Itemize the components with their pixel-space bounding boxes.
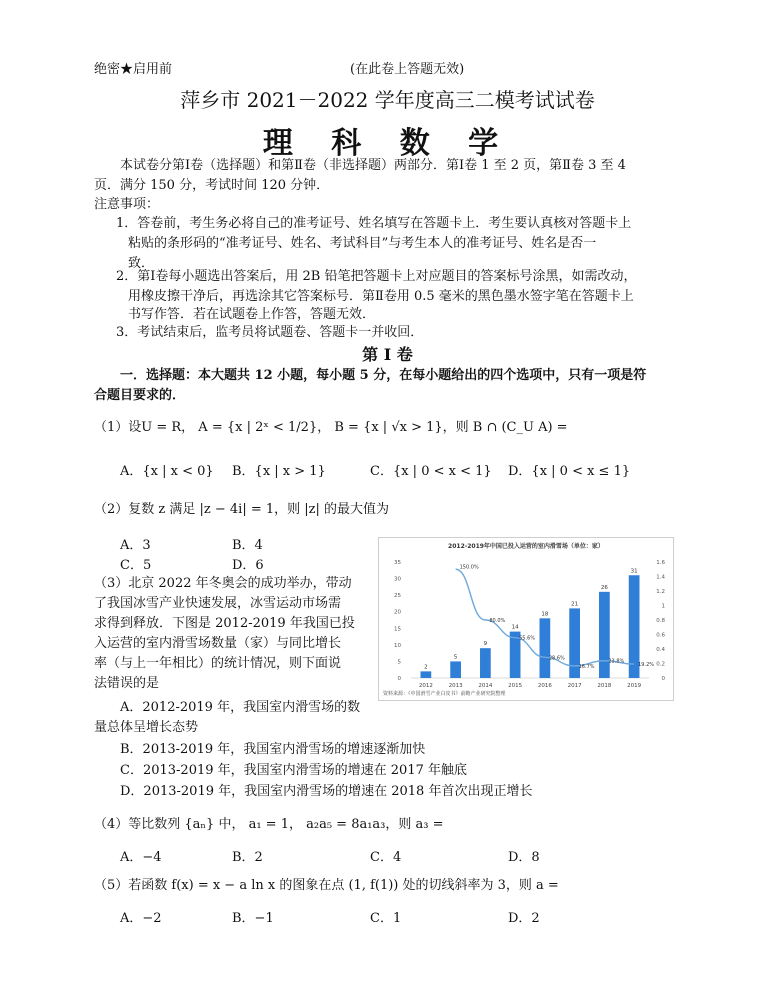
question-3-line-1: （3）北京 2022 年冬奥会的成功举办，带动	[94, 576, 352, 591]
chart-x-tick-label: 2015	[508, 683, 523, 689]
chart-x-tick-label: 2014	[478, 683, 493, 689]
question-2-option-a: A．3	[120, 538, 151, 553]
question-1-option-c: C．{x | 0 < x < 1}	[370, 464, 492, 479]
question-3-line-5: 率（与上一年相比）的统计情况，则下面说	[94, 656, 342, 671]
chart-bar-label: 14	[511, 624, 519, 631]
question-2-option-d: D．6	[232, 558, 264, 573]
note-3-line-1: 3．考试结束后，监考员将试题卷、答题卡一并收回．	[116, 325, 424, 340]
note-1-line-2: 粘贴的条形码的“准考证号、姓名、考试科目”与考生本人的准考证号、姓名是否一	[128, 236, 597, 251]
question-1-option-b: B．{x | x > 1}	[232, 464, 326, 479]
note-1-line-3: 致．	[128, 256, 155, 271]
chart-bar	[540, 618, 551, 678]
chart-bar	[480, 648, 491, 678]
chart-rate-label: 16.7%	[578, 663, 595, 670]
chart-x-tick-label: 2019	[627, 683, 642, 689]
chart-left-tick-label: 10	[394, 642, 401, 649]
question-2-option-b: B．4	[232, 538, 263, 553]
chart-bar	[450, 661, 461, 678]
chart-rate-label: 80.0%	[489, 618, 506, 624]
question-3-option-b: B．2013-2019 年，我国室内滑雪场的增速逐渐加快	[120, 742, 426, 757]
note-1-line-1: 1．答卷前，考生务必将自己的准考证号、姓名填写在答题卡上．考生要认真核对答题卡上	[116, 216, 632, 231]
question-3-option-a-line-1: A．2012-2019 年，我国室内滑雪场的数	[120, 700, 361, 715]
chart-left-tick-label: 20	[394, 609, 401, 616]
chart-bar	[421, 671, 432, 678]
chart-left-tick-label: 0	[397, 676, 401, 682]
chart-left-tick-label: 35	[394, 560, 401, 566]
chart-left-tick-label: 30	[394, 576, 401, 583]
chart-bar-label: 31	[630, 568, 638, 575]
question-3-option-d: D．2013-2019 年，我国室内滑雪场的增速在 2018 年首次出现正增长	[120, 784, 533, 799]
chart-right-tick-label: 0.4	[656, 647, 665, 653]
notes-heading: 注意事项：	[94, 197, 160, 212]
question-4-stem: （4）等比数列 {aₙ} 中， a₁ = 1， a₂a₅ = 8a₁a₃，则 a₃ =	[94, 817, 444, 832]
question-4-option-c: C．4	[370, 850, 402, 865]
chart-left-tick-label: 15	[394, 626, 401, 633]
chart-x-tick-label: 2012	[418, 683, 433, 689]
question-5-option-d: D．2	[508, 911, 540, 926]
chart-bar-label: 21	[571, 601, 579, 608]
question-1-option-d: D．{x | 0 < x ≤ 1}	[508, 464, 631, 479]
question-5-option-b: B．−1	[232, 911, 274, 926]
chart-bar-label: 26	[600, 584, 608, 591]
chart-rate-label: 19.2%	[638, 662, 655, 669]
question-4-option-d: D．8	[508, 850, 540, 865]
section-intro-line-2: 合题目要求的．	[94, 388, 186, 403]
chart-right-tick-label: 1.4	[656, 574, 665, 581]
chart-right-tick-label: 0	[661, 676, 665, 682]
section-intro-line-1: 一．选择题：本大题共 12 小题，每小题 5 分，在每小题给出的四个选项中，只有一项是符	[120, 368, 647, 383]
question-3-option-a-line-2: 量总体呈增长态势	[94, 720, 199, 735]
note-2-line-2: 用橡皮擦干净后，再选涂其它答案标号．第Ⅱ卷用 0.5 毫米的黑色墨水签字笔在答题卡上	[128, 289, 634, 304]
intro-line-1: 本试卷分第Ⅰ卷（选择题）和第Ⅱ卷（非选择题）两部分．第Ⅰ卷 1 至 2 页，第Ⅱ卷 3 至 4	[120, 158, 626, 173]
chart-left-tick-label: 25	[394, 593, 401, 600]
chart-bar-label: 9	[483, 641, 488, 648]
chart-title: 2012-2019年中国已投入运营的室内滑雪场（单位：家）	[448, 543, 604, 550]
chart-bar-label: 18	[541, 611, 549, 618]
question-2-stem: （2）复数 z 满足 |z − 4i| = 1，则 |z| 的最大值为	[94, 502, 390, 517]
chart-x-tick-label: 2018	[597, 683, 612, 689]
question-1-option-a: A．{x | x < 0}	[120, 464, 214, 479]
question-3-line-4: 入运营的室内滑雪场数量（家）与同比增长	[94, 636, 342, 651]
chart-rate-label: 150.0%	[459, 564, 479, 571]
ski-resort-chart-svg	[379, 538, 673, 700]
question-3-line-3: 求得到释放．下图是 2012-2019 年我国已投	[94, 616, 355, 631]
note-2-line-3: 书写作答．若在试题卷上作答，答题无效．	[128, 307, 376, 322]
chart-right-tick-label: 1.6	[656, 560, 665, 566]
chart-bar-label: 5	[453, 654, 458, 661]
chart-bar	[599, 592, 610, 678]
exam-title: 萍乡市 2021－2022 学年度高三二模考试试卷	[180, 88, 595, 112]
chart-x-tick-label: 2017	[567, 683, 582, 689]
question-5-stem: （5）若函数 f(x) = x − a ln x 的图象在点 (1, f(1)) 处的切线斜率为 3，则 a =	[94, 878, 559, 893]
chart-right-tick-label: 1	[661, 603, 665, 610]
question-5-option-a: A．−2	[120, 911, 162, 926]
intro-line-2: 页．满分 150 分，考试时间 120 分钟．	[94, 178, 330, 193]
question-4-option-b: B．2	[232, 850, 263, 865]
question-2-option-c: C．5	[120, 558, 152, 573]
chart-right-tick-label: 0.8	[656, 618, 665, 624]
exam-subject: 理 科 数 学	[262, 126, 513, 161]
chart-rate-label: 28.6%	[548, 655, 565, 662]
chart-right-tick-label: 0.6	[656, 632, 665, 639]
chart-bar-label: 2	[424, 664, 428, 671]
answer-notice: (在此卷上答题无效)	[350, 62, 465, 77]
question-4-option-a: A．−4	[120, 850, 162, 865]
question-5-option-c: C．1	[370, 911, 402, 926]
chart-rate-label: 55.6%	[519, 635, 536, 642]
confidential-label: 绝密★启用前	[94, 62, 173, 77]
chart-x-tick-label: 2016	[537, 683, 552, 689]
question-3-line-6: 法错误的是	[94, 676, 160, 691]
chart-rate-label: 23.8%	[608, 658, 625, 665]
chart-x-tick-label: 2013	[448, 683, 463, 689]
chart-right-tick-label: 0.2	[656, 661, 665, 668]
chart-source: 资料来源：《中国滑雪产业白皮书》前瞻产业研究院整理	[383, 691, 506, 697]
question-3-line-2: 了我国冰雪产业快速发展，冰雪运动市场需	[94, 596, 342, 611]
note-2-line-1: 2．第Ⅰ卷每小题选出答案后，用 2B 铅笔把答题卡上对应题目的答案标号涂黑，如需改动，	[116, 269, 637, 284]
question-3-option-c: C．2013-2019 年，我国室内滑雪场的增速在 2017 年触底	[120, 763, 467, 778]
section-title: 第 Ⅰ 卷	[362, 345, 413, 364]
question-1-stem: （1）设U = R， A = {x | 2ˣ < 1/2}， B = {x | √x > 1}，则 B ∩ (C_U A) =	[94, 420, 568, 435]
ski-resort-chart	[378, 537, 674, 701]
chart-right-tick-label: 1.2	[656, 589, 665, 595]
chart-left-tick-label: 5	[397, 659, 401, 666]
